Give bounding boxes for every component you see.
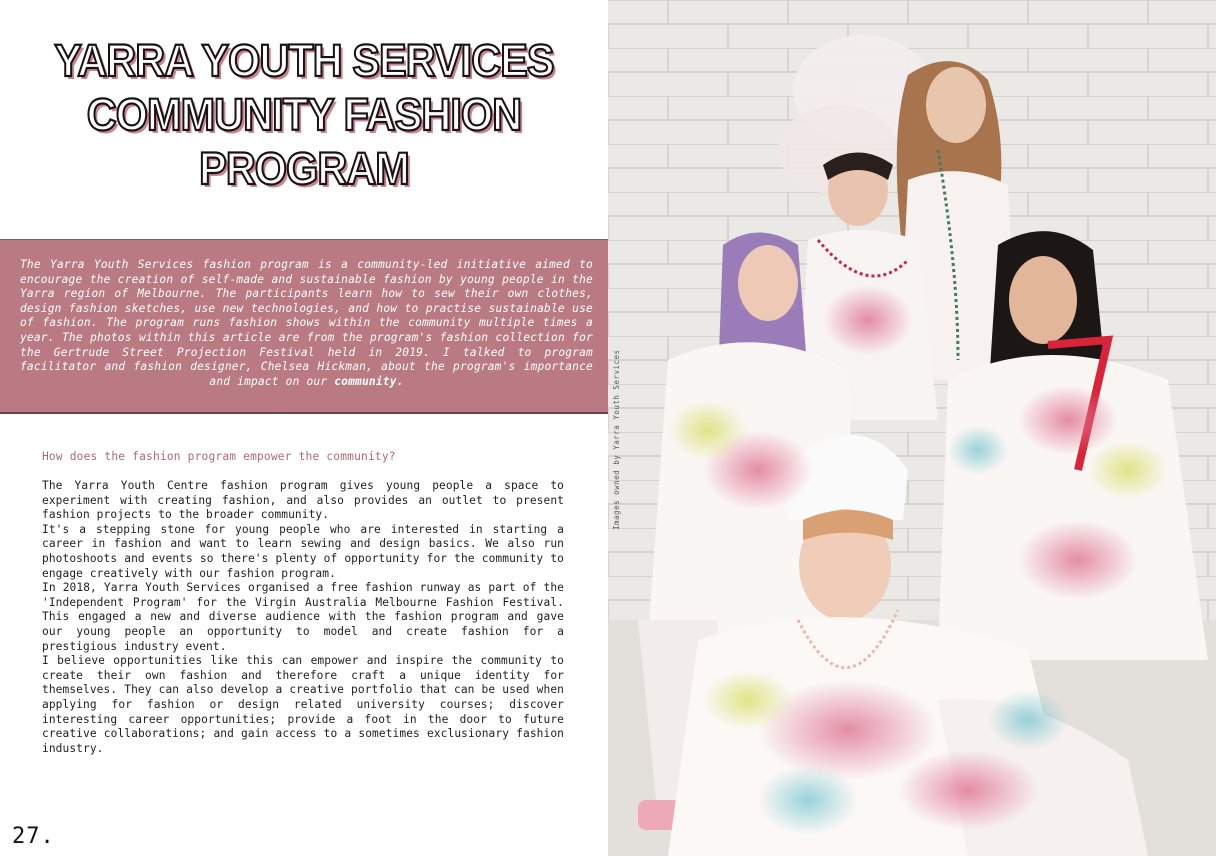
intro-emphasis: community. [334, 374, 404, 388]
interview-question: How does the fashion program empower the community? [42, 450, 396, 463]
intro-text: The Yarra Youth Services fashion program is a community-led initiative aimed to encourage the creation of self-made and sustainable fashion by young people in the Yarra region of Melbourne. The participants learn how to sew their own clothes, design fashion sketches, use new technologies, and how to practise sustainable use of fashion. The program runs fashion shows within the community multiple times a year. The photos within this article are from the program's fashion collection for the Gertrude Street Projection Festival held in 2019. I talked to program facilitator and fashion designer, Chelsea Hickman, about the program's importance and impact on our [20, 258, 593, 388]
page-number: 27. [12, 824, 55, 849]
answer-body [42, 479, 564, 756]
fashion-group-photo [608, 0, 1216, 856]
body-paragraph-4: I believe opportunities like this can empower and inspire the community to create their own fashion and therefore craft a unique identity for themselves. They can also develop a creative portfolio that can be used when applying for fashion or design related university courses; discover interesting career opportunities; provide a foot in the door to future creative collaborations; and gain access to a sometimes exclusionary fashion industry. [42, 654, 564, 755]
title-line-3: PROGRAM [199, 143, 409, 194]
body-paragraph-2: It's a stepping stone for young people who are interested in starting a career in fashion and want to learn sewing and design basics. We also run photoshoots and events so there's plenty of opportunity for the community to engage creatively with our fashion program. [42, 522, 564, 580]
body-paragraph-3: In 2018, Yarra Youth Services organised a free fashion runway as part of the 'Independent Program' for the Virgin Australia Melbourne Fashion Festival. This engaged a new and diverse audience with the fashion program and gave our young people an opportunity to model and create fashion for a prestigious industry event. [42, 581, 564, 653]
intro-box [0, 239, 608, 414]
body-paragraph-1: The Yarra Youth Centre fashion program gives young people a space to experiment with creating fashion, and also provides an outlet to present fashion projects to the broader community. [42, 479, 564, 522]
photo-credit: Images owned by Yarra Youth Services [612, 349, 621, 530]
intro-paragraph [20, 258, 593, 389]
article-title [24, 34, 583, 196]
title-line-1: YARRA YOUTH SERVICES [54, 35, 554, 86]
title-line-2: COMMUNITY FASHION [86, 89, 522, 140]
